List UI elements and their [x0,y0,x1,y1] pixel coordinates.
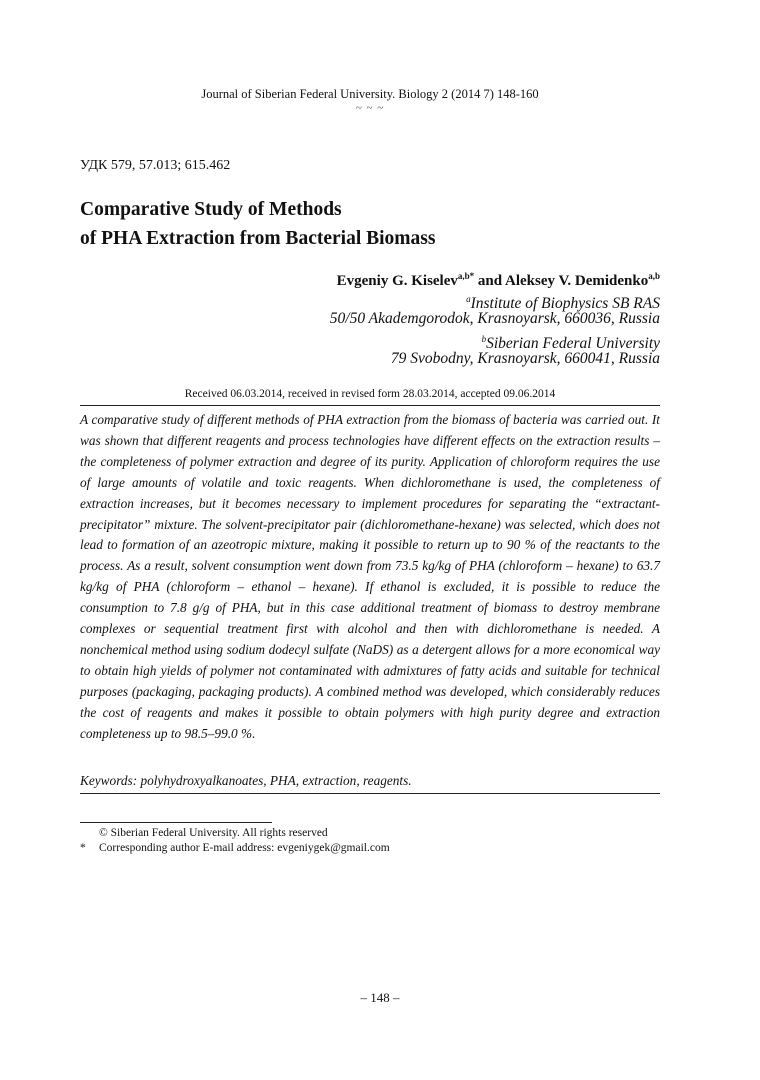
affiliation-b-address: 79 Svobodny, Krasnoyarsk, 660041, Russia [390,350,660,367]
author-1-affiliation-marker: a,b* [457,271,475,281]
footnote-corresponding-author [80,841,660,856]
author-list [337,265,660,292]
abstract-text: A comparative study of different methods of PHA extraction from the biomass of bacteria was carried out. It was shown that different reagents and process technologies have different effects on the extraction results – the completeness of polymer extraction and degree of its purity. Application of chloroform requires the use of large amounts of volatile and toxic reagents. When dichloromethane is used, the completeness of extraction increases, but it becomes necessary to implement procedures for separating the “extractant-precipitator” mixture. The solvent-precipitator pair (dichloromethane-hexane) was selected, which does not lead to formation of an azeotropic mixture, making it possible to return up to 90 % of the reactants to the process. As a result, solvent consumption went down from 73.5 kg/kg of PHA (chloroform – hexane) to 63.7 kg/kg of PHA (chloroform – ethanol – hexane). If ethanol is excluded, it is possible to reduce the consumption to 7.8 g/g of PHA, but in this case additional treatment of biomass to destroy membrane complexes or sequential treatment first with alcohol and then with dichloromethane is needed. A nonchemical method using sodium dodecyl sulfate (NaDS) as a detergent allows for a more economical way to obtain high yields of polymer not contaminated with admixtures of fatty acids and suitable for technical purposes (packaging, packaging products). A combined method was developed, which considerably reduces the cost of reagents and makes it possible to obtain polymers with high purity degree and extraction completeness up to 98.5–99.0 %. [80,412,660,741]
abstract-top-rule [80,405,660,406]
title-line-1: Comparative Study of Methods [80,199,342,220]
affiliation-b-text: Siberian Federal University [486,335,660,352]
footnote-marker: * [80,842,86,854]
udc-code: УДК 579, 57.013; 615.462 [80,158,231,173]
received-dates: Received 06.03.2014, received in revised form 28.03.2014, accepted 09.06.2014 [184,388,556,400]
affiliation-a-marker: a [466,294,471,304]
author-connector: and [474,273,506,289]
affiliation-b-marker: b [481,334,487,344]
affiliation-a-text: Institute of Biophysics SB RAS [470,295,660,312]
page-number: – 148 – [360,990,400,1005]
footnote-copyright [80,826,660,841]
footnote-rule [80,822,272,823]
affiliation-a-address: 50/50 Akademgorodok, Krasnoyarsk, 660036, Russia [329,310,660,327]
keywords: Keywords: polyhydroxyalkanoates, PHA, extraction, reagents. [80,773,412,788]
journal-header: Journal of Siberian Federal University. Biology 2 (2014 7) 148-160 [201,87,539,101]
footnote-text: Corresponding author E-mail address: evgeniygek@gmail.com [99,842,390,854]
journal-separator: ~ ~ ~ [355,102,385,114]
paper-title [80,195,660,253]
author-1-name: Evgeniy G. Kiselev [336,273,458,289]
footnote-text: © Siberian Federal University. All rights reserved [99,827,328,839]
title-line-2: of PHA Extraction from Bacterial Biomass [80,228,436,249]
author-2-affiliation-marker: a,b [648,271,660,281]
author-2-name: Aleksey V. Demidenko [505,273,649,289]
abstract-bottom-rule [80,793,660,794]
